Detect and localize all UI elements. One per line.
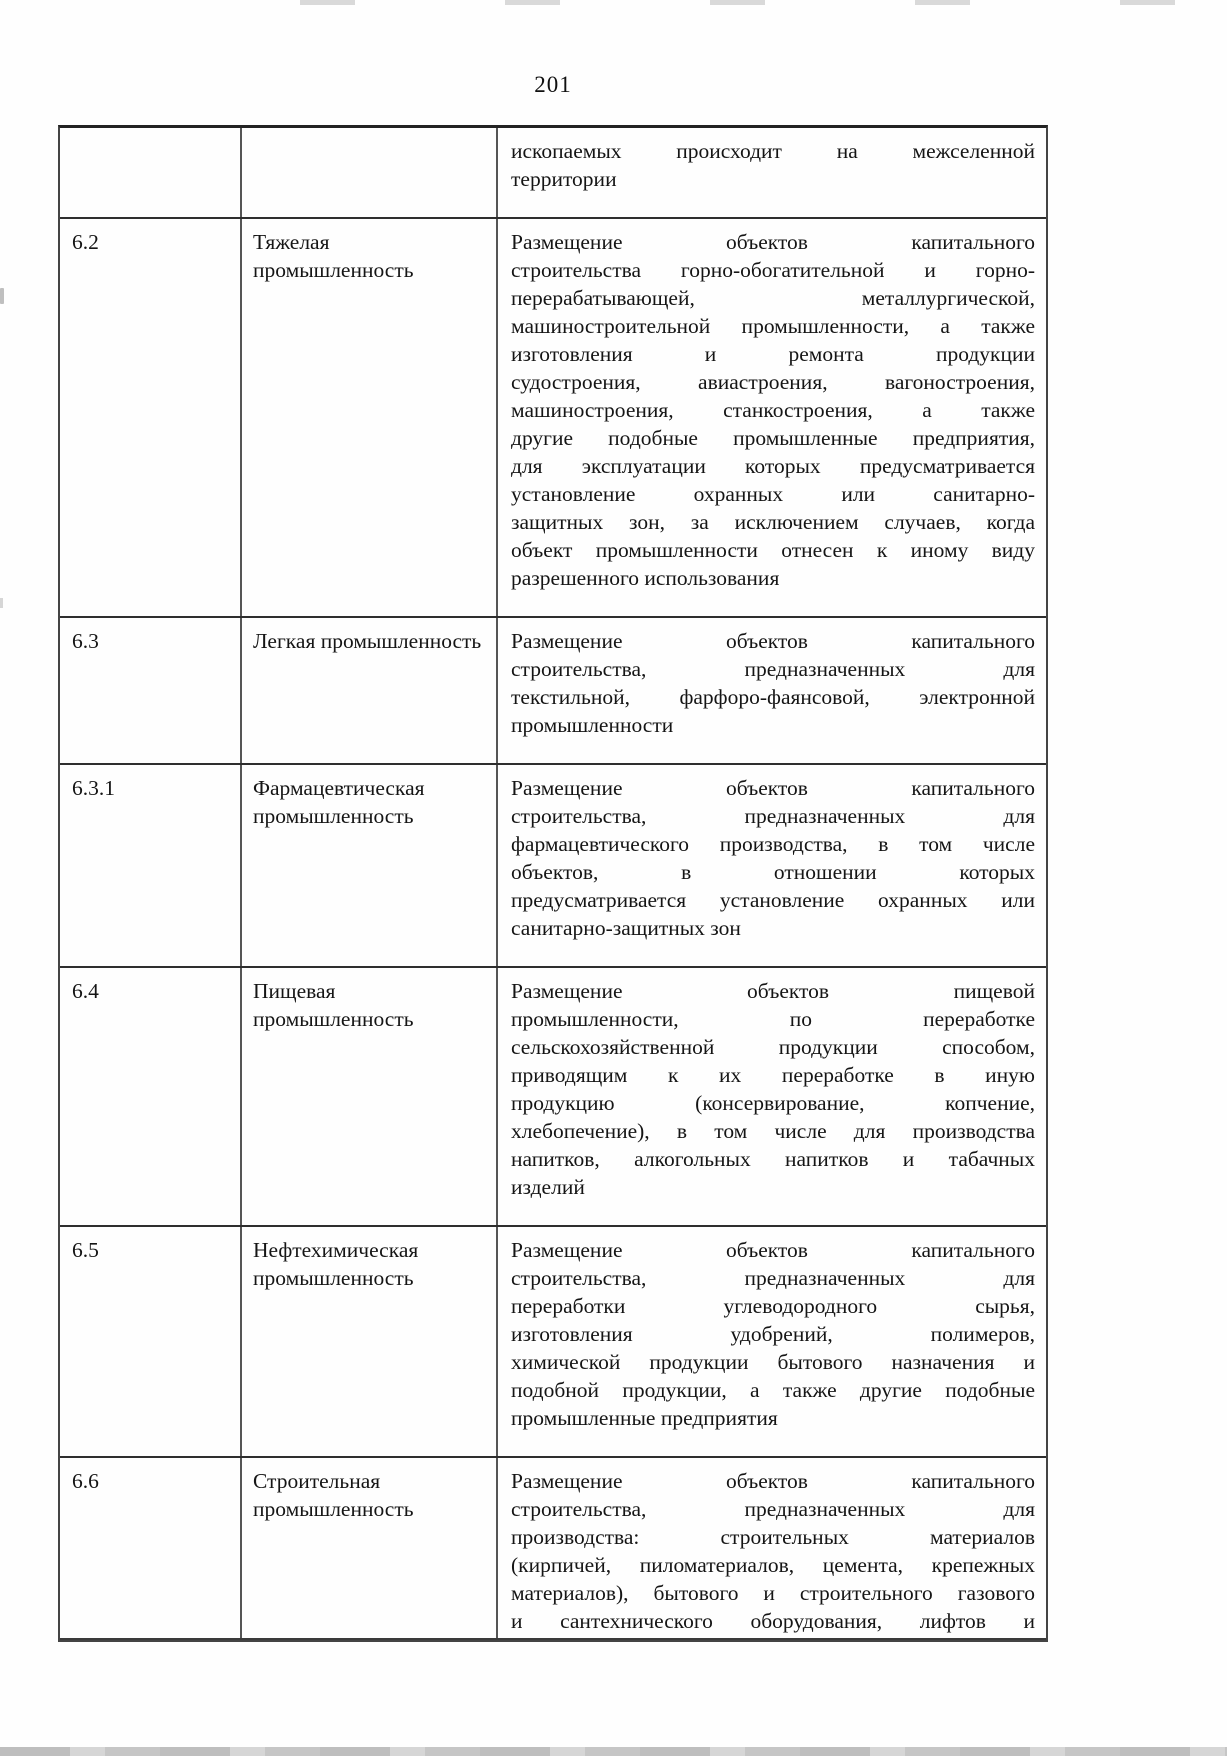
row-description-cell (496, 765, 1046, 966)
description-line: Размещение объектов капитального (511, 629, 1035, 653)
description-line: Размещение объектов пищевой (511, 979, 1035, 1003)
description-line: материалов), бытового и строительного газового (511, 1581, 1035, 1605)
row-number-cell (60, 618, 240, 763)
description-line: строительства, предназначенных для (511, 804, 1035, 828)
row-number: 6.3.1 (72, 776, 115, 800)
row-name: Строительная промышленность (253, 1469, 414, 1521)
row-number-cell (60, 128, 240, 217)
table-row (60, 618, 1046, 765)
scan-artifact-left-tick (0, 288, 4, 304)
row-number: 6.6 (72, 1469, 99, 1493)
description-line: машиностроительной промышленности, а также (511, 314, 1035, 338)
scan-artifact-top-edge (150, 0, 1187, 5)
description-line: текстильной, фарфоро-фаянсовой, электронной (511, 685, 1035, 709)
description-line: машиностроения, станкостроения, а также (511, 398, 1035, 422)
page-number: 201 (534, 72, 572, 97)
row-name-cell (240, 968, 496, 1225)
row-name-cell (240, 1227, 496, 1456)
description-line: строительства горно-обогатительной и горно- (511, 258, 1035, 282)
description-line: санитарно-защитных зон (511, 916, 741, 940)
row-name: Нефтехимическая промышленность (253, 1238, 419, 1290)
description-line: изделий (511, 1175, 585, 1199)
description-line: напитков, алкогольных напитков и табачных (511, 1147, 1035, 1171)
row-number: 6.2 (72, 230, 99, 254)
row-description-cell (496, 618, 1046, 763)
description-line: установление охранных или санитарно- (511, 482, 1035, 506)
description-line: строительства, предназначенных для (511, 1266, 1035, 1290)
row-description-cell (496, 219, 1046, 616)
description-line: производства: строительных материалов (511, 1525, 1035, 1549)
table-row (60, 765, 1046, 968)
row-number-cell (60, 968, 240, 1225)
row-description-cell (496, 128, 1046, 217)
description-line: территории (511, 167, 617, 191)
row-description-cell (496, 1227, 1046, 1456)
row-number: 6.5 (72, 1238, 99, 1262)
row-number: 6.4 (72, 979, 99, 1003)
description-line: Размещение объектов капитального (511, 1469, 1035, 1493)
description-line: судостроения, авиастроения, вагоностроения, (511, 370, 1035, 394)
description-line: приводящим к их переработке в иную (511, 1063, 1035, 1087)
description-line: строительства, предназначенных для (511, 657, 1035, 681)
row-name-cell (240, 618, 496, 763)
scan-artifact-bottom-edge (0, 1747, 1227, 1756)
description-line: Размещение объектов капитального (511, 1238, 1035, 1262)
row-number-cell (60, 1227, 240, 1456)
table-row (60, 219, 1046, 618)
description-line: Размещение объектов капитального (511, 230, 1035, 254)
row-description-cell (496, 1458, 1046, 1638)
row-name-cell (240, 765, 496, 966)
description-line: фармацевтического производства, в том числе (511, 832, 1035, 856)
row-name-cell (240, 128, 496, 217)
description-line: строительства, предназначенных для (511, 1497, 1035, 1521)
description-line: промышленности, по переработке (511, 1007, 1035, 1031)
table-row (60, 1458, 1046, 1640)
row-name: Тяжелая промышленность (253, 230, 414, 282)
row-description-cell (496, 968, 1046, 1225)
description-line: промышленности (511, 713, 674, 737)
description-line: химической продукции бытового назначения и (511, 1350, 1035, 1374)
land-use-classifier-table (58, 125, 1048, 1642)
description-line: сельскохозяйственной продукции способом, (511, 1035, 1035, 1059)
table-row (60, 1227, 1046, 1458)
description-line: (кирпичей, пиломатериалов, цемента, крепежных (511, 1553, 1035, 1577)
row-number: 6.3 (72, 629, 99, 653)
row-name: Легкая промышленность (253, 629, 482, 653)
row-name: Фармацевтическая промышленность (253, 776, 425, 828)
row-number-cell (60, 1458, 240, 1638)
description-line: предусматривается установление охранных или (511, 888, 1035, 912)
row-number-cell (60, 219, 240, 616)
row-name: Пищевая промышленность (253, 979, 414, 1031)
row-name-cell (240, 219, 496, 616)
description-line: Размещение объектов капитального (511, 776, 1035, 800)
description-line: для эксплуатации которых предусматривается (511, 454, 1035, 478)
description-line: продукцию (консервирование, копчение, (511, 1091, 1035, 1115)
description-line: переработки углеводородного сырья, (511, 1294, 1035, 1318)
description-line: разрешенного использования (511, 566, 780, 590)
description-line: и сантехнического оборудования, лифтов и (511, 1609, 1035, 1633)
table-row (60, 128, 1046, 219)
description-line: ископаемых происходит на межселенной (511, 139, 1035, 163)
description-line: другие подобные промышленные предприятия, (511, 426, 1035, 450)
description-line: изготовления и ремонта продукции (511, 342, 1035, 366)
description-line: хлебопечение), в том числе для производства (511, 1119, 1035, 1143)
description-line: защитных зон, за исключением случаев, когда (511, 510, 1035, 534)
description-line: перерабатывающей, металлургической, (511, 286, 1035, 310)
row-name-cell (240, 1458, 496, 1638)
scan-artifact-left-tick (0, 598, 3, 608)
description-line: промышленные предприятия (511, 1406, 778, 1430)
description-line: изготовления удобрений, полимеров, (511, 1322, 1035, 1346)
description-line: объектов, в отношении которых (511, 860, 1035, 884)
description-line: подобной продукции, а также другие подобные (511, 1378, 1035, 1402)
description-line: объект промышленности отнесен к иному виду (511, 538, 1035, 562)
table-row (60, 968, 1046, 1227)
row-number-cell (60, 765, 240, 966)
